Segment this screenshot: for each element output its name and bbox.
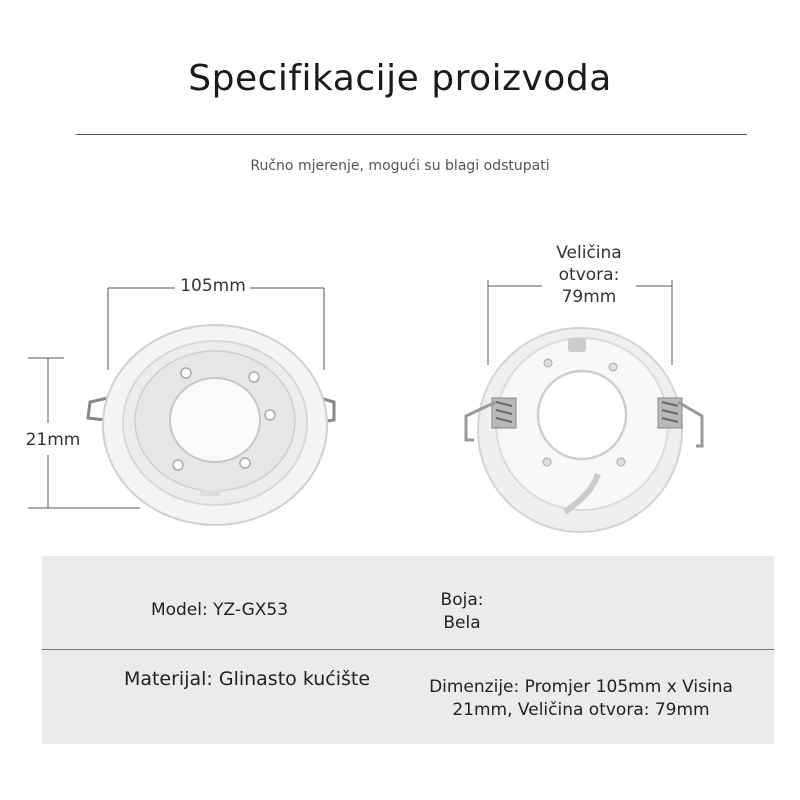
spec-dimensions-line2: 21mm, Veličina otvora: 79mm: [452, 700, 710, 720]
cutout-label-line1: Veličina: [556, 243, 622, 263]
spec-dimensions-line1: Dimenzije: Promjer 105mm x Visina: [429, 677, 733, 697]
measurement-note: Ručno mjerenje, mogući su blagi odstupati: [250, 158, 550, 174]
cutout-label-line3: 79mm: [561, 287, 617, 307]
height-label: 21mm: [20, 430, 86, 450]
title-divider: [76, 134, 747, 135]
cutout-label: [542, 242, 636, 308]
page-title: Specifikacije proizvoda: [188, 58, 612, 99]
diameter-label: 105mm: [176, 276, 250, 296]
spec-table: [42, 556, 774, 744]
spec-color-value: Bela: [443, 613, 481, 633]
spec-color: [397, 589, 527, 635]
spec-color-key: Boja:: [440, 590, 484, 610]
spec-material: Materijal: Glinasto kućište: [123, 668, 371, 690]
spec-model: Model: YZ-GX53: [150, 600, 289, 620]
spec-row-divider: [42, 649, 774, 650]
cutout-label-line2: otvora:: [558, 265, 620, 285]
spec-dimensions: [402, 676, 760, 722]
